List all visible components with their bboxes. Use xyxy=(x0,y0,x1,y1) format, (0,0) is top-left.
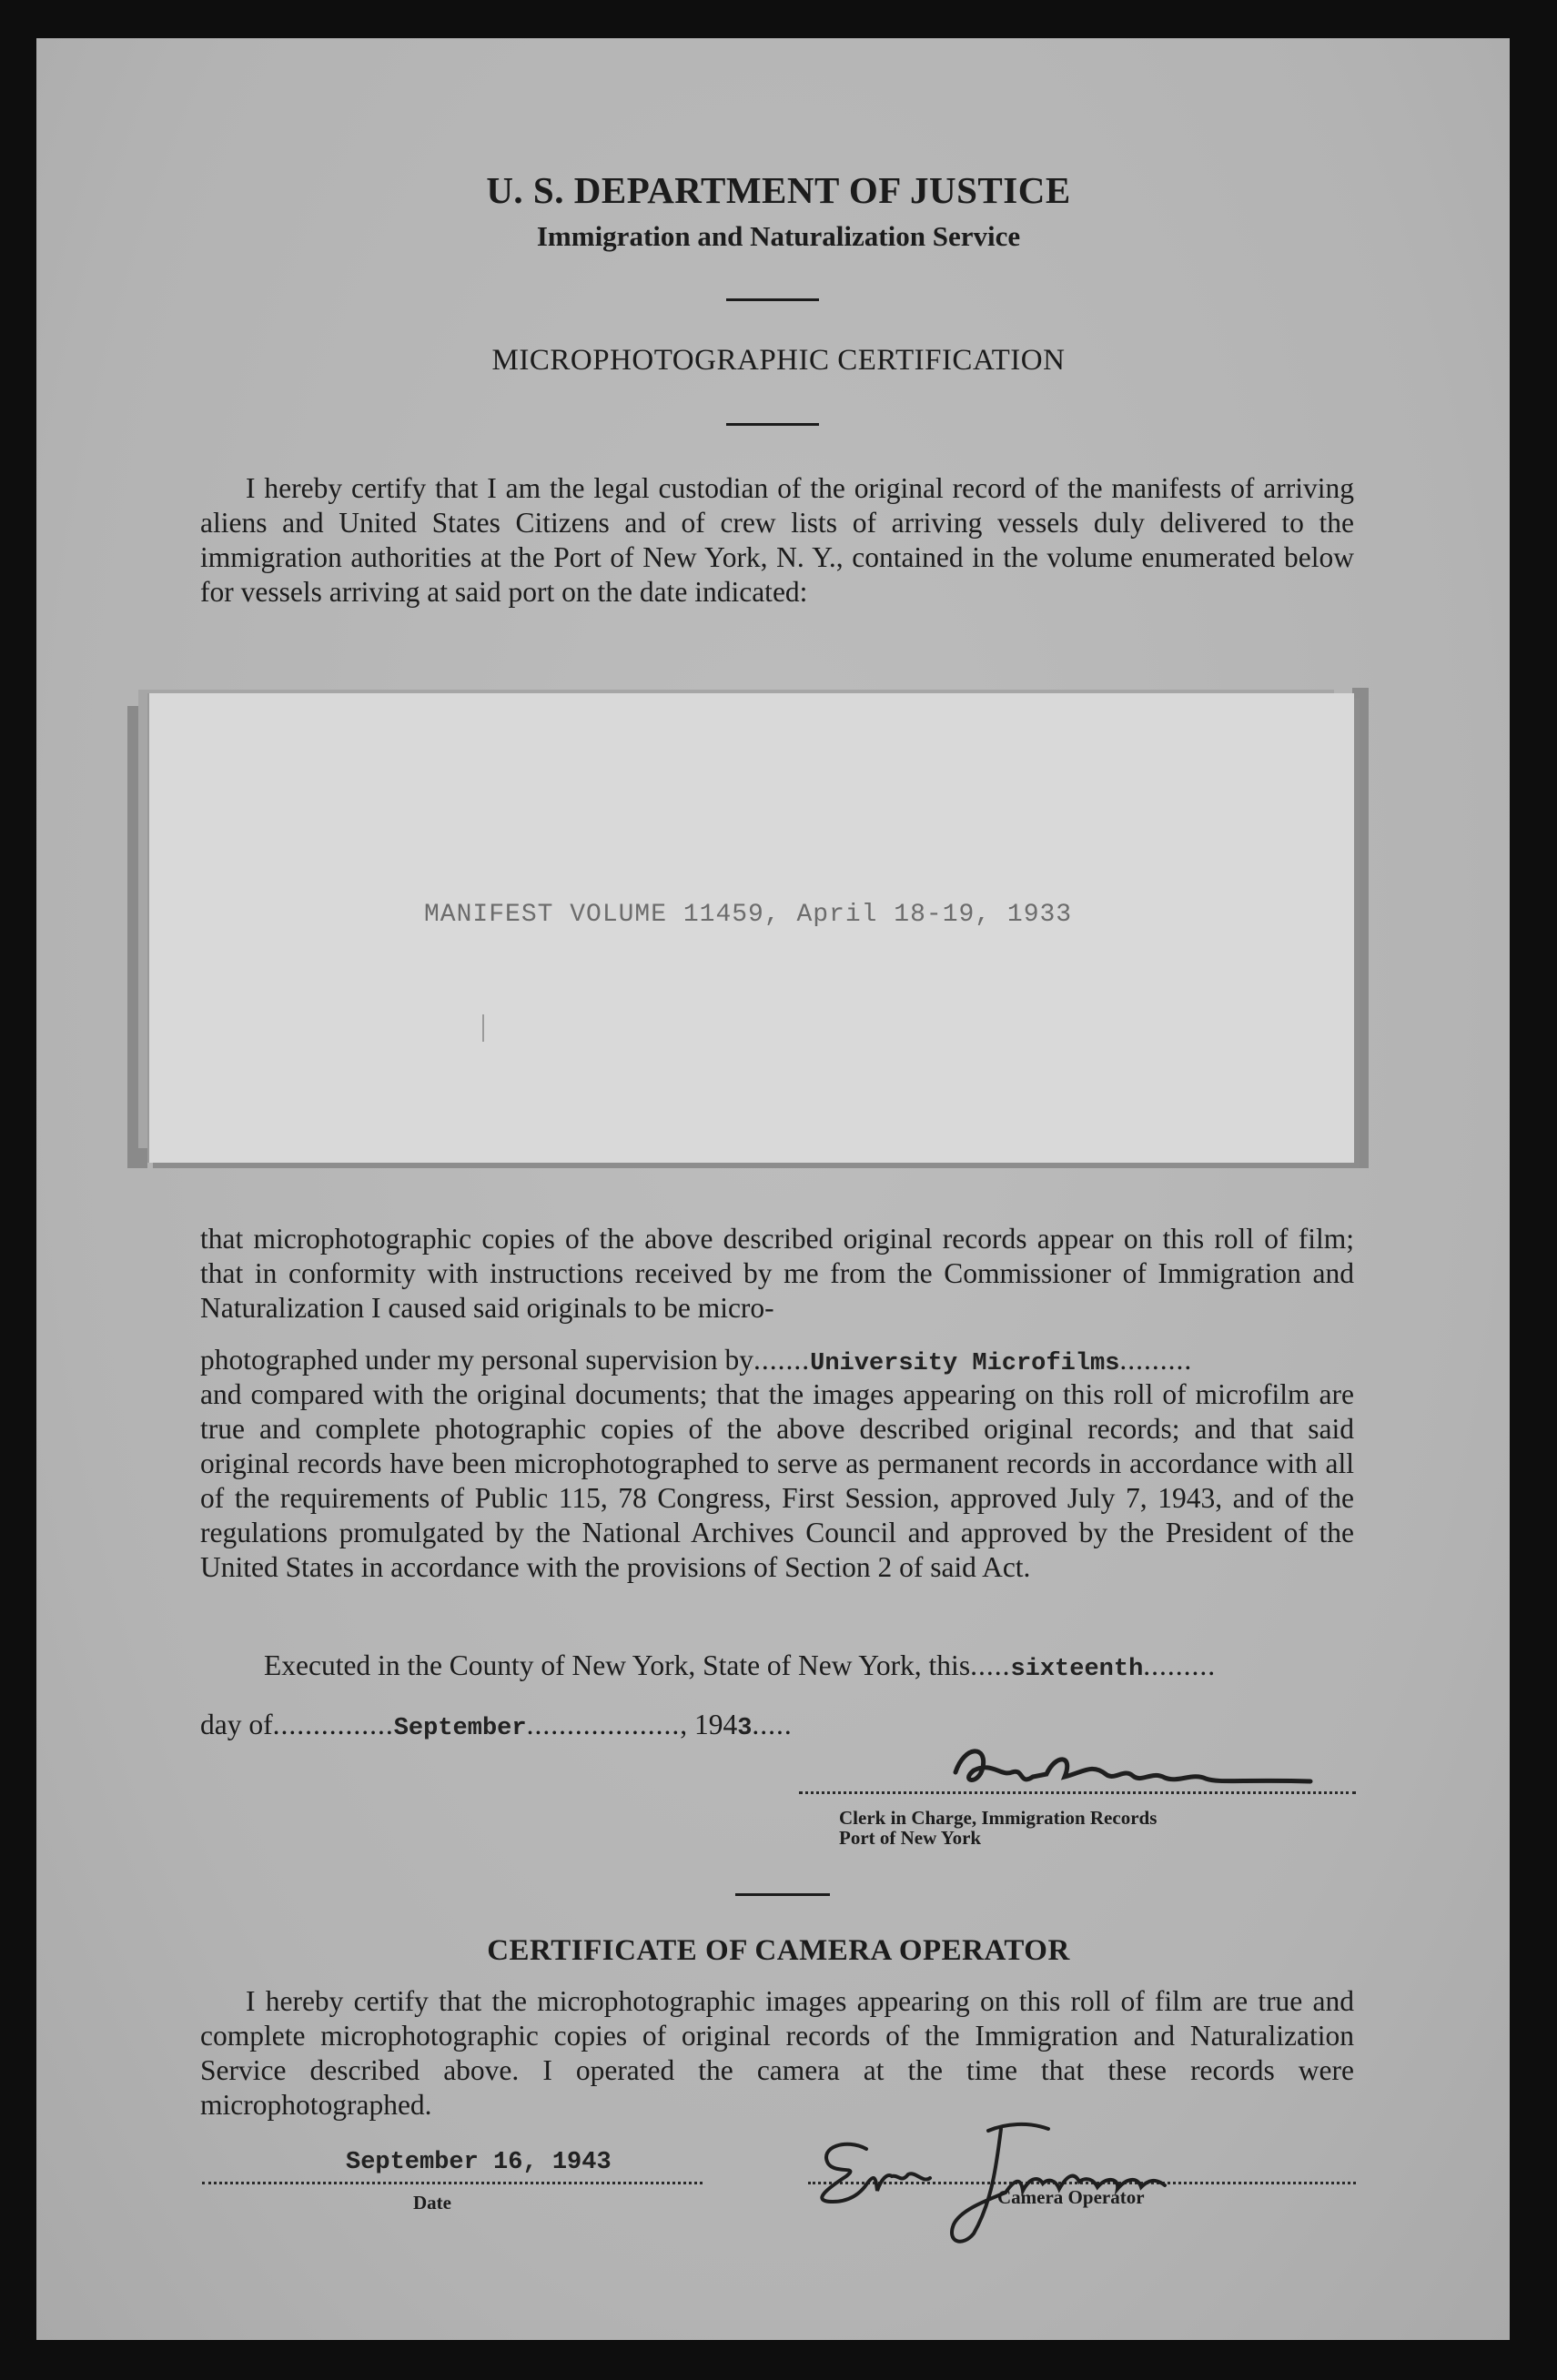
clerk-title-line2: Port of New York xyxy=(839,1827,982,1849)
divider xyxy=(726,423,819,426)
department-heading: U. S. DEPARTMENT OF JUSTICE xyxy=(486,169,1071,211)
intro-paragraph: I hereby certify that I am the legal custodian of the original record of the manifests of arriving aliens and United States Citizens and of crew lists of arriving vessels duly delivered to the immigration authorities at the Port of New York, N. Y., contained in the volume enumerated below for vessels arriving at said port on the date indicated: xyxy=(200,472,1354,608)
camera-date-line xyxy=(202,2182,703,2184)
certification-title: MICROPHOTOGRAPHIC CERTIFICATION xyxy=(491,344,1066,377)
body-paragraph-1: that microphotographic copies of the above described original records appear on this roll of film; that in conformity with instructions received by me from the Commissioner of Immigration and Naturalization I caused said originals to be micro- xyxy=(200,1223,1354,1324)
year-digit-field: 3 xyxy=(737,1715,753,1742)
camera-operator-heading: CERTIFICATE OF CAMERA OPERATOR xyxy=(487,1934,1070,1967)
camera-operator-signature xyxy=(810,2111,1201,2247)
executed-line: Executed in the County of New York, State of New York, this.....sixteenth......... xyxy=(264,1649,1217,1683)
clerk-title xyxy=(839,1808,1157,1848)
manifest-volume-slip xyxy=(147,693,1354,1163)
camera-operator-label: Camera Operator xyxy=(997,2186,1145,2208)
supervisor-name-field: University Microfilms xyxy=(810,1350,1120,1377)
year-prefix: , 194 xyxy=(680,1709,738,1740)
manifest-volume-label: MANIFEST VOLUME 11459, April 18-19, 1933 xyxy=(424,901,1073,929)
supervision-text: photographed under my personal supervision by xyxy=(200,1344,754,1376)
divider xyxy=(735,1893,830,1896)
camera-date-field: September 16, 1943 xyxy=(346,2149,612,2176)
executed-month-field: September xyxy=(393,1715,527,1742)
divider xyxy=(726,298,819,301)
insert-shadow xyxy=(127,706,147,1168)
camera-date-label: Date xyxy=(413,2192,451,2214)
service-heading: Immigration and Naturalization Service xyxy=(536,220,1021,252)
camera-operator-paragraph: I hereby certify that the microphotographic images appearing on this roll of film are true and complete microphotographic copies of original records of the Immigration and Naturalization Service described above. I operated the camera at the time that these records were microphotographed. xyxy=(200,1985,1354,2121)
clerk-title-line1: Clerk in Charge, Immigration Records xyxy=(839,1807,1158,1829)
executed-text: Executed in the County of New York, State of New York, this xyxy=(264,1649,971,1681)
executed-day-field: sixteenth xyxy=(1010,1656,1144,1683)
body-paragraph-2: and compared with the original documents; that the images appearing on this roll of microfilm are true and complete photographic copies of the above described original records; and that said original records have been microphotographed to serve as permanent records in accordance with all of the requirements of Public 115, 78 Congress, First Session, approved July 7, 1943, and of the regulations promulgated by the National Archives Council and approved by the President of the United States in accordance with the provisions of Section 2 of said Act. xyxy=(200,1378,1354,1583)
typewriter-mark xyxy=(482,1014,484,1042)
insert-shadow xyxy=(1352,688,1369,1168)
clerk-signature xyxy=(946,1736,1329,1800)
day-of-text: day of xyxy=(200,1709,273,1740)
supervision-line: photographed under my personal supervision by.......University Microfilms......... xyxy=(200,1344,1193,1377)
date-line: day of...............September..................., 1943..... xyxy=(200,1709,793,1742)
